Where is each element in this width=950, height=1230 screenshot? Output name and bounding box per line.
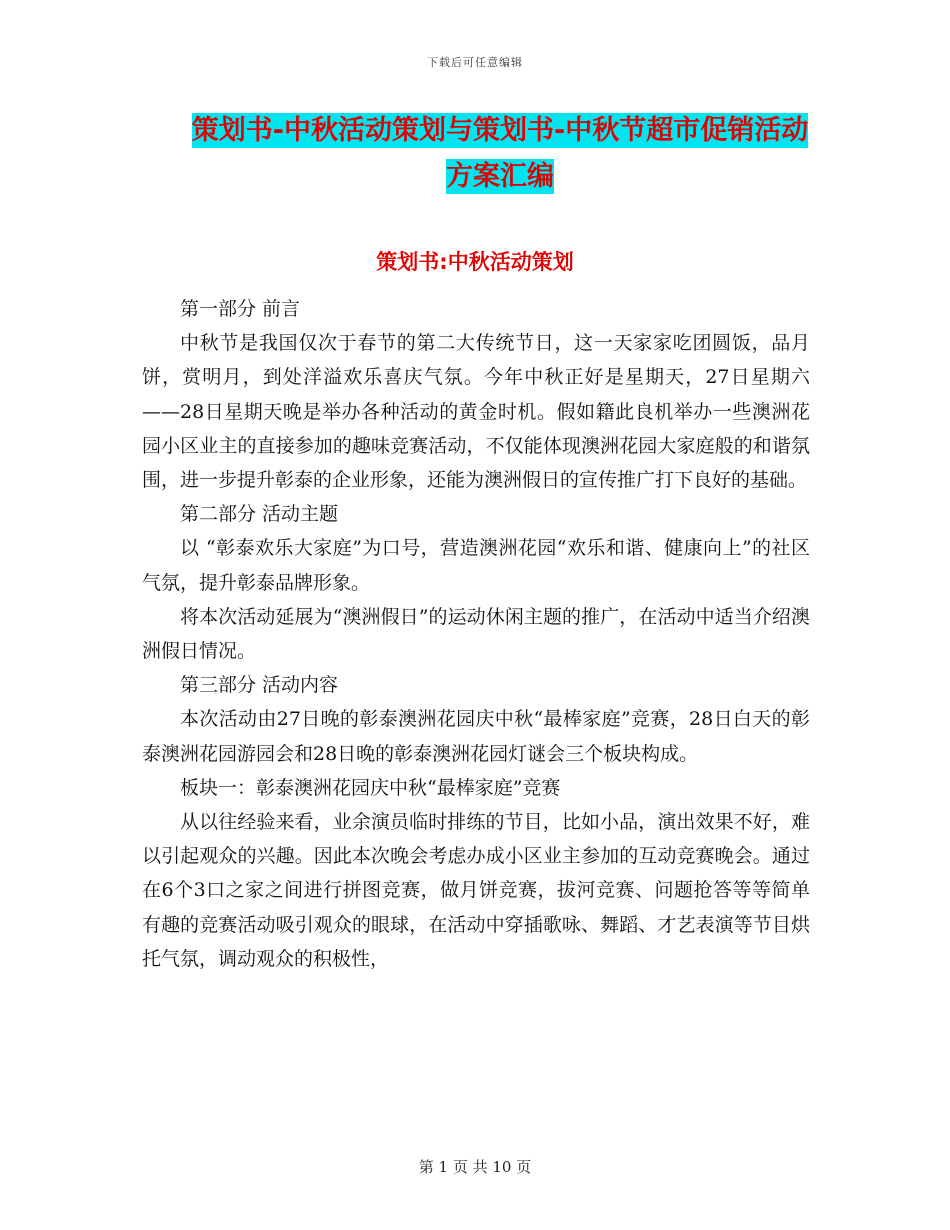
heading-part-2: 第二部分 活动主题 (180, 503, 339, 526)
document-title-line-2: 方案汇编 (446, 161, 554, 192)
paragraph-theme: 以 “彰泰欢乐大家庭”为口号，营造澳洲花园“欢乐和谐、健康向上”的社区气氛，提升彰泰品牌形象。 (142, 537, 810, 594)
paragraph-block-1: 从以往经验来看，业余演员临时排练的节目，比如小品，演出效果不好，难以引起观众的兴趣。因此本次晚会考虑办成小区业主参加的互动竞赛晚会。通过在6个3口之家之间进行拼图竞赛，做月饼竞赛，拔河竞赛、问题抢答等等简单有趣的竞赛活动吸引观众的眼球，在活动中穿插歌咏、舞蹈、才艺表演等节目烘托气氛，调动观众的积极性， (142, 811, 810, 970)
page-footer: 第 1 页 共 10 页 (418, 1158, 532, 1176)
document-body (142, 292, 810, 976)
header-note: 下载后可任意编辑 (427, 56, 523, 69)
document-title-line-1: 策划书-中秋活动策划与策划书-中秋节超市促销活动 (191, 115, 809, 146)
paragraph-theme-extension: 将本次活动延展为“澳洲假日”的运动休闲主题的推广，在活动中适当介绍澳洲假日情况。 (142, 605, 810, 663)
heading-block-1: 板块一：彰泰澳洲花园庆中秋“最棒家庭”竞赛 (180, 776, 561, 799)
paragraph-preface: 中秋节是我国仅次于春节的第二大传统节日，这一天家家吃团圆饭，品月饼，赏明月，到处洋溢欢乐喜庆气氛。今年中秋正好是星期天，27日星期六——28日星期天晚是举办各种活动的黄金时机。假如籍此良机举办一些澳洲花园小区业主的直接参加的趣味竞赛活动，不仅能体现澳洲花园大家庭般的和谐氛围，进一步提升彰泰的企业形象，还能为澳洲假日的宣传推广打下良好的基础。 (142, 332, 810, 492)
paragraph-content: 本次活动由27日晚的彰泰澳洲花园庆中秋“最棒家庭”竞赛，28日白天的彰泰澳洲花园游园会和28日晚的彰泰澳洲花园灯谜会三个板块构成。 (142, 708, 810, 765)
heading-part-3: 第三部分 活动内容 (180, 674, 339, 697)
document-title (150, 108, 850, 200)
section-title: 策划书:中秋活动策划 (376, 250, 574, 274)
heading-part-1: 第一部分 前言 (180, 298, 301, 320)
